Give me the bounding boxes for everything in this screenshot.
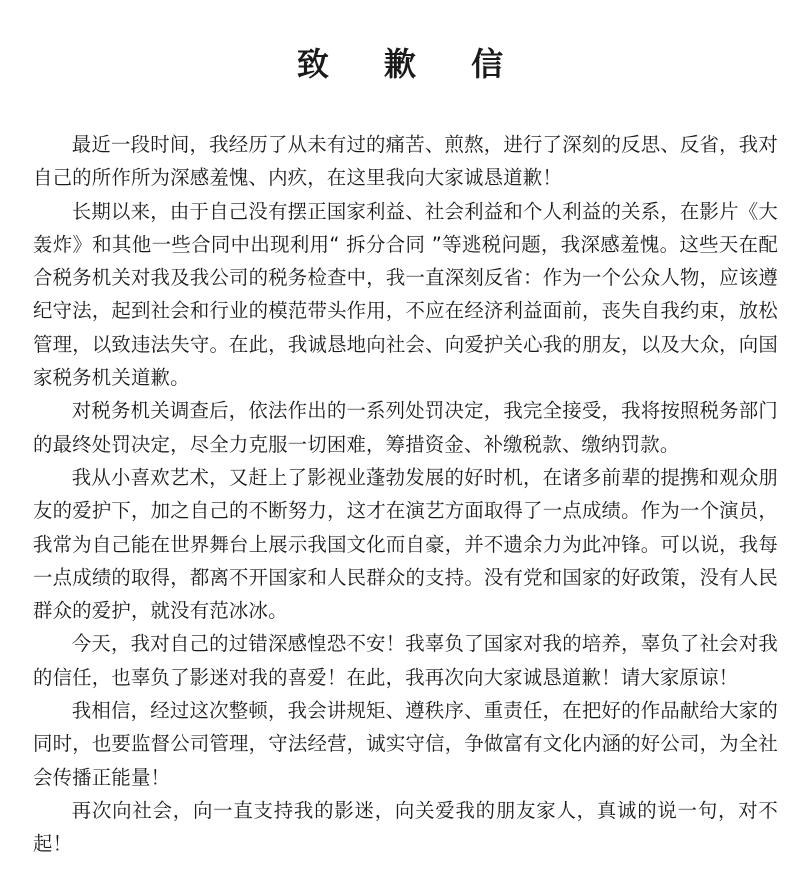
- paragraph-1: 最近一段时间，我经历了从未有过的痛苦、煎熬，进行了深刻的反思、反省，我对自己的所作所为深感羞愧、内疚，在这里我向大家诚恳道歉！: [33, 133, 778, 190]
- paragraph-3: 对税务机关调查后，依法作出的一系列处罚决定，我完全接受，我将按照税务部门的最终处罚决定，尽全力克服一切困难，筹措资金、补缴税款、缴纳罚款。: [33, 399, 778, 456]
- letter-body: [33, 128, 778, 861]
- paragraph-6: 我相信，经过这次整顿，我会讲规矩、遵秩序、重责任，在把好的作品献给大家的同时，也要监督公司管理，守法经营，诚实守信，争做富有文化内涵的好公司，为全社会传播正能量！: [33, 699, 778, 789]
- paragraph-5: 今天，我对自己的过错深感惶恐不安！我辜负了国家对我的培养，辜负了社会对我的信任，也辜负了影迷对我的喜爱！在此，我再次向大家诚恳道歉！请大家原谅！: [33, 632, 778, 689]
- paragraph-4: 我从小喜欢艺术，又赶上了影视业蓬勃发展的好时机，在诸多前辈的提携和观众朋友的爱护下，加之自己的不断努力，这才在演艺方面取得了一点成绩。作为一个演员，我常为自己能在世界舞台上展示我国文化而自豪，并不遗余力为此冲锋。可以说，我每一点成绩的取得，都离不开国家和人民群众的支持。没有党和国家的好政策，没有人民群众的爱护，就没有范冰冰。: [33, 465, 778, 623]
- paragraph-7: 再次向社会，向一直支持我的影迷，向关爱我的朋友家人，真诚的说一句，对不起！: [33, 798, 778, 856]
- letter-title: 致 歉 信: [296, 45, 526, 83]
- paragraph-2: 长期以来，由于自己没有摆正国家利益、社会利益和个人利益的关系，在影片《大轰炸》和其他一些合同中出现利用“ 拆分合同 ”等逃税问题，我深感羞愧。这些天在配合税务机关对我及我公司的税务检查中，我一直深刻反省：作为一个公众人物，应该遵纪守法，起到社会和行业的模范带头作用，不应在经济利益面前，丧失自我约束，放松管理，以致违法失守。在此，我诚恳地向社会、向爱护关心我的朋友，以及大众，向国家税务机关道歉。: [33, 199, 778, 390]
